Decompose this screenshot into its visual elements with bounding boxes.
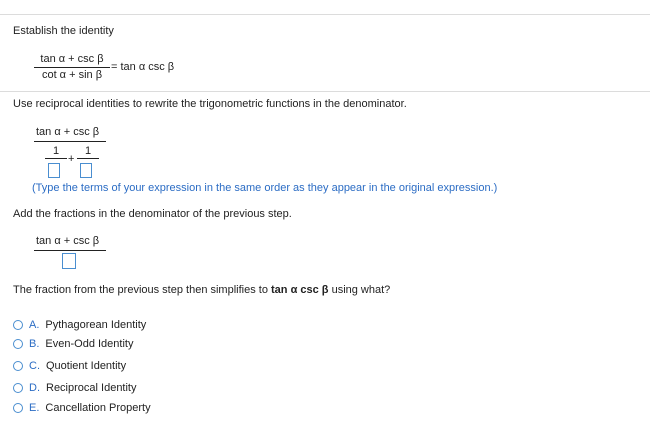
- option-letter: A.: [29, 319, 40, 331]
- option-a[interactable]: [13, 317, 146, 333]
- option-label: Even-Odd Identity: [45, 338, 134, 350]
- option-label: Pythagorean Identity: [45, 319, 147, 331]
- option-label: Quotient Identity: [46, 360, 127, 372]
- step1-sub-bar-a: [45, 158, 67, 159]
- question-text: [13, 284, 390, 296]
- step1-sub-bar-b: [77, 158, 99, 159]
- question-prefix: The fraction from the previous step then simplifies to: [13, 284, 272, 296]
- option-letter: E.: [29, 402, 40, 414]
- step2-instruction: Add the fractions in the denominator of the previous step.: [13, 208, 292, 220]
- radio-circle-icon[interactable]: [13, 361, 23, 371]
- option-letter: D.: [29, 382, 40, 394]
- question-suffix: using what?: [328, 284, 391, 296]
- question-expression: tan α csc β: [271, 284, 329, 296]
- step2-numerator: tan α + csc β: [36, 235, 100, 247]
- radio-circle-icon[interactable]: [13, 320, 23, 330]
- top-divider: [0, 14, 650, 15]
- step1-one-a: 1: [53, 145, 60, 157]
- identity-fraction: [34, 53, 110, 82]
- identity-numerator: tan α + csc β: [40, 53, 104, 65]
- option-letter: B.: [29, 338, 40, 350]
- step1-answer-box-a[interactable]: [48, 163, 60, 178]
- identity-rhs: = tan α csc β: [111, 61, 175, 73]
- identity-denominator: cot α + sin β: [41, 69, 103, 81]
- radio-circle-icon[interactable]: [13, 339, 23, 349]
- page-title: Establish the identity: [13, 25, 114, 37]
- step1-plus: +: [68, 153, 75, 165]
- option-label: Reciprocal Identity: [46, 382, 137, 394]
- option-c[interactable]: [13, 358, 126, 374]
- step1-answer-box-b[interactable]: [80, 163, 92, 178]
- option-b[interactable]: [13, 336, 133, 352]
- option-d[interactable]: [13, 380, 137, 396]
- radio-circle-icon[interactable]: [13, 383, 23, 393]
- fraction-bar: [34, 67, 110, 68]
- step1-one-b: 1: [85, 145, 92, 157]
- step1-instruction: Use reciprocal identities to rewrite the trigonometric functions in the denominator.: [13, 98, 407, 110]
- step1-hint: (Type the terms of your expression in the same order as they appear in the original expression.): [32, 182, 498, 194]
- step1-fraction-bar: [34, 141, 106, 142]
- radio-circle-icon[interactable]: [13, 403, 23, 413]
- option-label: Cancellation Property: [45, 402, 151, 414]
- section-divider: [0, 91, 650, 92]
- step1-numerator: tan α + csc β: [36, 126, 100, 138]
- step2-fraction-bar: [34, 250, 106, 251]
- option-letter: C.: [29, 360, 40, 372]
- option-e[interactable]: [13, 400, 151, 416]
- step2-answer-box[interactable]: [62, 253, 76, 269]
